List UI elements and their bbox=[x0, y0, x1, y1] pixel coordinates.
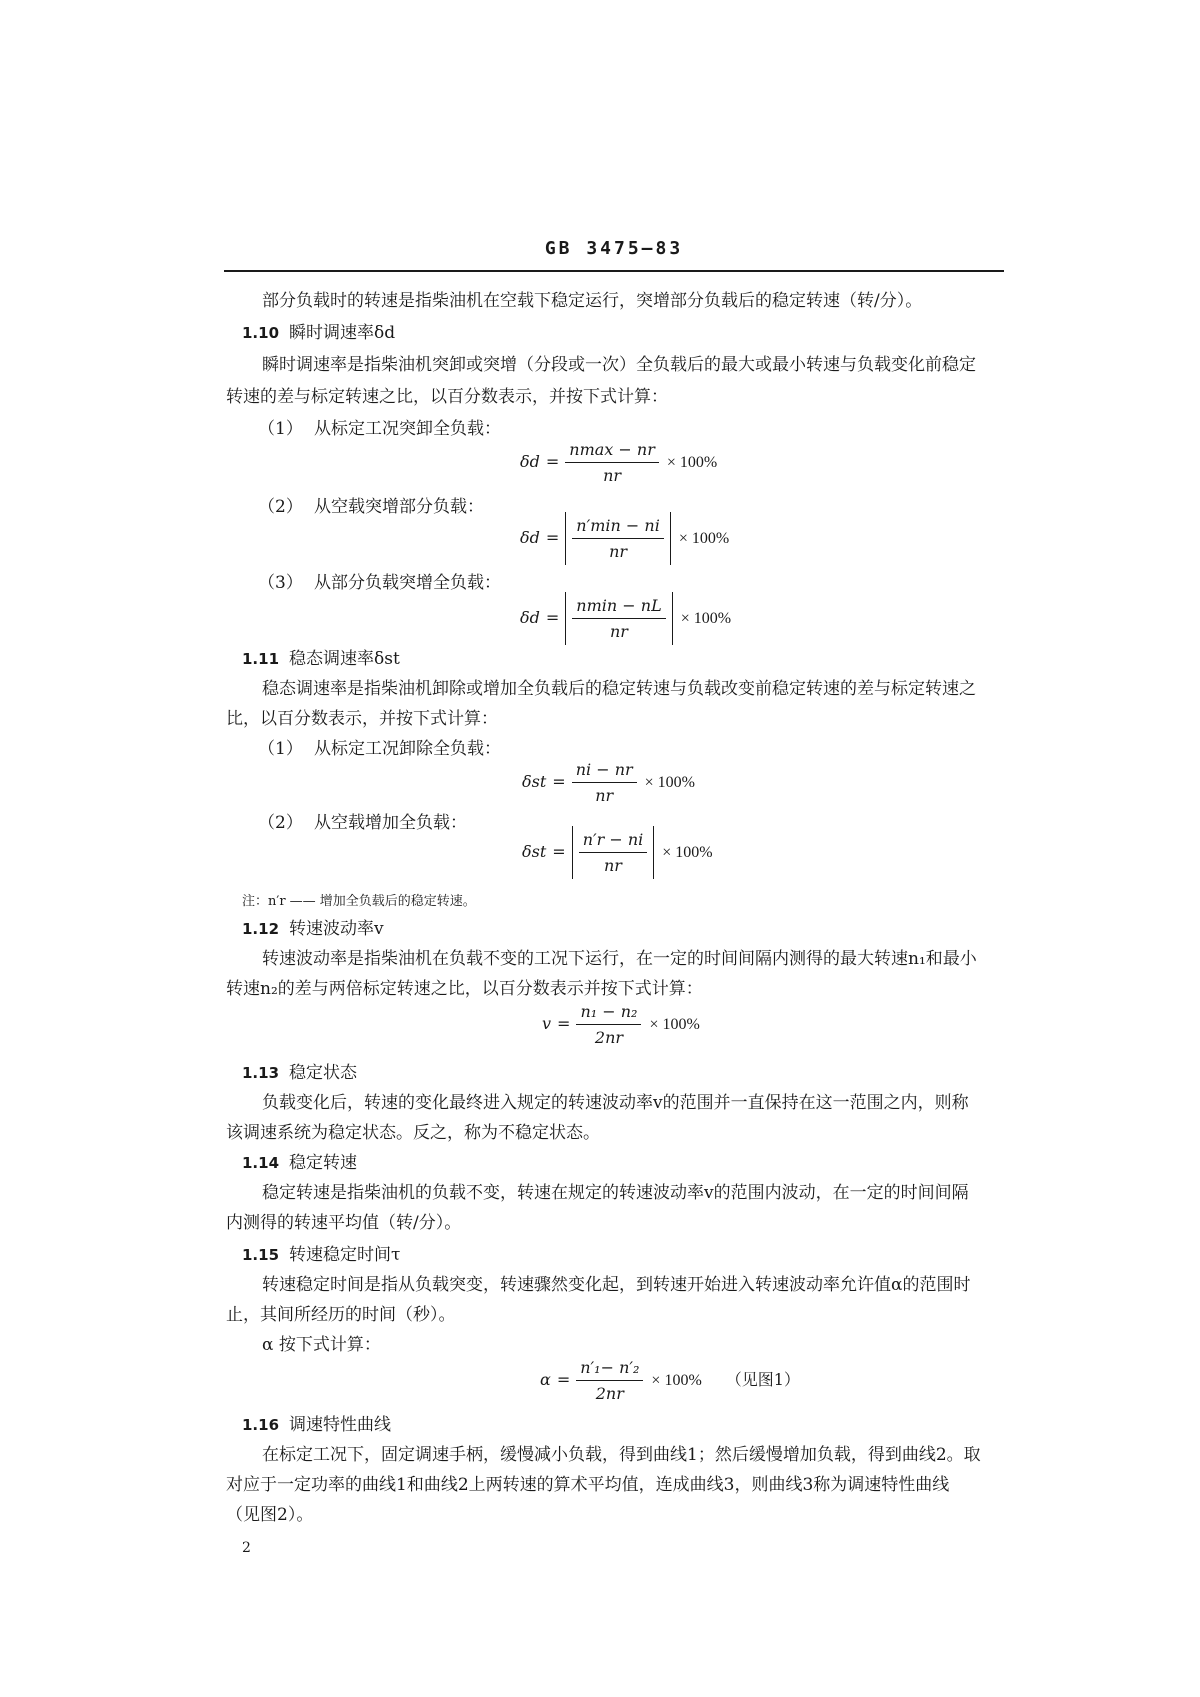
section-title: 转速稳定时间τ bbox=[289, 1245, 401, 1265]
section-number: 1.11 bbox=[242, 650, 280, 668]
paragraph-line: 转速稳定时间是指从负载突变，转速骤然变化起，到转速开始进入转速波动率允许值α的范围时 bbox=[262, 1275, 971, 1295]
section-heading-1-15 bbox=[242, 1244, 400, 1266]
paragraph-line: 稳定转速是指柴油机的负载不变，转速在规定的转速波动率v的范围内波动，在一定的时间间隔 bbox=[262, 1183, 969, 1203]
section-title: 稳态调速率δst bbox=[289, 649, 400, 669]
section-heading-1-14 bbox=[242, 1152, 357, 1174]
list-item-text: 从标定工况突卸全负载： bbox=[314, 419, 501, 439]
formula-fraction bbox=[576, 1002, 641, 1047]
section-title: 瞬时调速率δd bbox=[289, 323, 396, 343]
formula-tail: × 100% bbox=[649, 1016, 700, 1033]
formula-lhs: δd bbox=[520, 452, 540, 471]
paragraph-line: 对应于一定功率的曲线1和曲线2上两转速的算术平均值，连成曲线3，则曲线3称为调速特性曲线 bbox=[226, 1475, 950, 1495]
list-item-number: （2） bbox=[258, 813, 303, 833]
list-item-text: 从空载增加全负载： bbox=[314, 813, 467, 833]
formula-numerator: ni − nr bbox=[572, 760, 637, 783]
formula-7: α = $\frac{\text{n′₁− n′₂}}{2nr}$ × 100% （见图1） bbox=[540, 1358, 800, 1403]
paragraph-line: 内测得的转速平均值（转/分）。 bbox=[226, 1213, 462, 1233]
section-title: 稳定状态 bbox=[289, 1063, 358, 1083]
list-item-number: （1） bbox=[258, 739, 303, 759]
section-heading-1-12 bbox=[242, 918, 384, 940]
formula-5: δst = $\frac{n'r - ni}{nr}$ × 100% bbox=[522, 826, 713, 879]
formula-numerator: n₁ − n₂ bbox=[576, 1002, 641, 1025]
paragraph-line: α 按下式计算： bbox=[262, 1335, 381, 1355]
formula-tail: × 100% bbox=[662, 844, 713, 861]
section-title: 稳定转速 bbox=[289, 1153, 358, 1173]
paragraph-line: 瞬时调速率是指柴油机突卸或突增（分段或一次）全负载后的最大或最小转速与负载变化前稳定 bbox=[262, 355, 976, 375]
formula-2: δd = $\frac{n'\min - ni}{nr}$ × 100% bbox=[520, 512, 729, 565]
list-item-text: 从标定工况卸除全负载： bbox=[314, 739, 501, 759]
formula-fraction bbox=[565, 440, 659, 485]
paragraph-line: （见图2）。 bbox=[226, 1505, 314, 1525]
formula-numerator: n′min − ni bbox=[572, 516, 664, 539]
formula-fraction bbox=[579, 830, 648, 875]
formula-lhs: δd bbox=[520, 528, 540, 547]
list-item bbox=[258, 496, 484, 518]
formula-1: δd = $\frac{nmax - nr}{nr}$ × 100% bbox=[520, 440, 718, 485]
paragraph-line: 转速n₂的差与两倍标定转速之比，以百分数表示并按下式计算： bbox=[226, 979, 703, 999]
formula-4: δst = $\frac{ni - nr}{nr}$ × 100% bbox=[522, 760, 695, 805]
section-heading-1-13 bbox=[242, 1062, 357, 1084]
formula-denominator: 2nr bbox=[595, 1384, 624, 1403]
section-heading-1-11 bbox=[242, 648, 400, 670]
paragraph-line: 负载变化后，转速的变化最终进入规定的转速波动率v的范围并一直保持在这一范围之内，则称 bbox=[262, 1093, 969, 1113]
list-item bbox=[258, 418, 501, 440]
paragraph-line: 部分负载时的转速是指柴油机在空载下稳定运行，突增部分负载后的稳定转速（转/分）。 bbox=[262, 291, 923, 311]
section-number: 1.10 bbox=[242, 324, 280, 342]
list-item-number: （3） bbox=[258, 573, 303, 593]
formula-denominator: nr bbox=[604, 856, 622, 875]
list-item bbox=[258, 572, 501, 594]
list-item-number: （2） bbox=[258, 497, 303, 517]
list-item bbox=[258, 812, 467, 834]
formula-fraction bbox=[572, 760, 637, 805]
formula-fraction bbox=[576, 1358, 643, 1403]
section-number: 1.14 bbox=[242, 1154, 280, 1172]
formula-note: 注：n′r —— 增加全负载后的稳定转速。 bbox=[242, 894, 476, 909]
section-number: 1.16 bbox=[242, 1416, 280, 1434]
formula-tail: × 100% bbox=[651, 1372, 702, 1389]
formula-numerator: nmax − nr bbox=[565, 440, 659, 463]
formula-denominator: 2nr bbox=[594, 1028, 624, 1047]
paragraph-line: 比，以百分数表示，并按下式计算： bbox=[226, 709, 498, 729]
list-item-text: 从空载突增部分负载： bbox=[314, 497, 484, 517]
formula-denominator: nr bbox=[610, 622, 628, 641]
header-rule bbox=[224, 270, 1004, 272]
paragraph-line: 止，其间所经历的时间（秒）。 bbox=[226, 1305, 456, 1325]
paragraph-line: 该调速系统为稳定状态。反之，称为不稳定状态。 bbox=[226, 1123, 600, 1143]
formula-denominator: nr bbox=[609, 542, 628, 561]
section-number: 1.15 bbox=[242, 1246, 280, 1264]
page-number: 2 bbox=[242, 1540, 251, 1556]
formula-numerator: n′₁− n′₂ bbox=[576, 1358, 643, 1381]
formula-numerator: n′r − ni bbox=[579, 830, 648, 853]
absolute-value-bars bbox=[565, 592, 672, 645]
paragraph-line: 在标定工况下，固定调速手柄，缓慢减小负载，得到曲线1；然后缓慢增加负载，得到曲线2。取 bbox=[262, 1445, 981, 1465]
formula-denominator: nr bbox=[603, 466, 622, 485]
section-heading-1-10 bbox=[242, 322, 395, 344]
section-title: 转速波动率v bbox=[289, 919, 384, 939]
formula-fraction bbox=[572, 516, 664, 561]
list-item bbox=[258, 738, 501, 760]
formula-denominator: nr bbox=[595, 786, 614, 805]
list-item-text: 从部分负载突增全负载： bbox=[314, 573, 501, 593]
section-number: 1.12 bbox=[242, 920, 280, 938]
formula-lhs: δst bbox=[522, 842, 547, 861]
section-heading-1-16 bbox=[242, 1414, 391, 1436]
formula-tail: × 100% bbox=[680, 610, 732, 627]
section-number: 1.13 bbox=[242, 1064, 280, 1082]
paragraph-line: 转速波动率是指柴油机在负载不变的工况下运行，在一定的时间间隔内测得的最大转速n₁和最小 bbox=[262, 949, 977, 969]
formula-numerator: nmin − nL bbox=[572, 596, 665, 619]
document-header-code: GB 3475—83 bbox=[544, 238, 684, 259]
formula-lhs: δd bbox=[520, 608, 540, 627]
formula-tail: × 100% bbox=[666, 454, 718, 471]
absolute-value-bars bbox=[565, 512, 671, 565]
formula-fraction bbox=[572, 596, 665, 641]
list-item-number: （1） bbox=[258, 419, 303, 439]
formula-tail: × 100% bbox=[678, 530, 730, 547]
formula-lhs: δst bbox=[522, 772, 547, 791]
figure-reference: （见图1） bbox=[725, 1370, 800, 1389]
absolute-value-bars bbox=[572, 826, 655, 879]
formula-lhs: v bbox=[542, 1014, 552, 1033]
formula-tail: × 100% bbox=[644, 774, 695, 791]
formula-6: v = $\frac{\text{n₁ − n₂}}{2nr}$ × 100% bbox=[542, 1002, 700, 1047]
paragraph-line: 稳态调速率是指柴油机卸除或增加全负载后的稳定转速与负载改变前稳定转速的差与标定转速之 bbox=[262, 679, 976, 699]
formula-3: δd = $\frac{nmin - nL}{nr}$ × 100% bbox=[520, 592, 731, 645]
paragraph-line: 转速的差与标定转速之比，以百分数表示，并按下式计算： bbox=[226, 387, 668, 407]
section-title: 调速特性曲线 bbox=[289, 1415, 392, 1435]
formula-lhs: α bbox=[540, 1370, 551, 1389]
